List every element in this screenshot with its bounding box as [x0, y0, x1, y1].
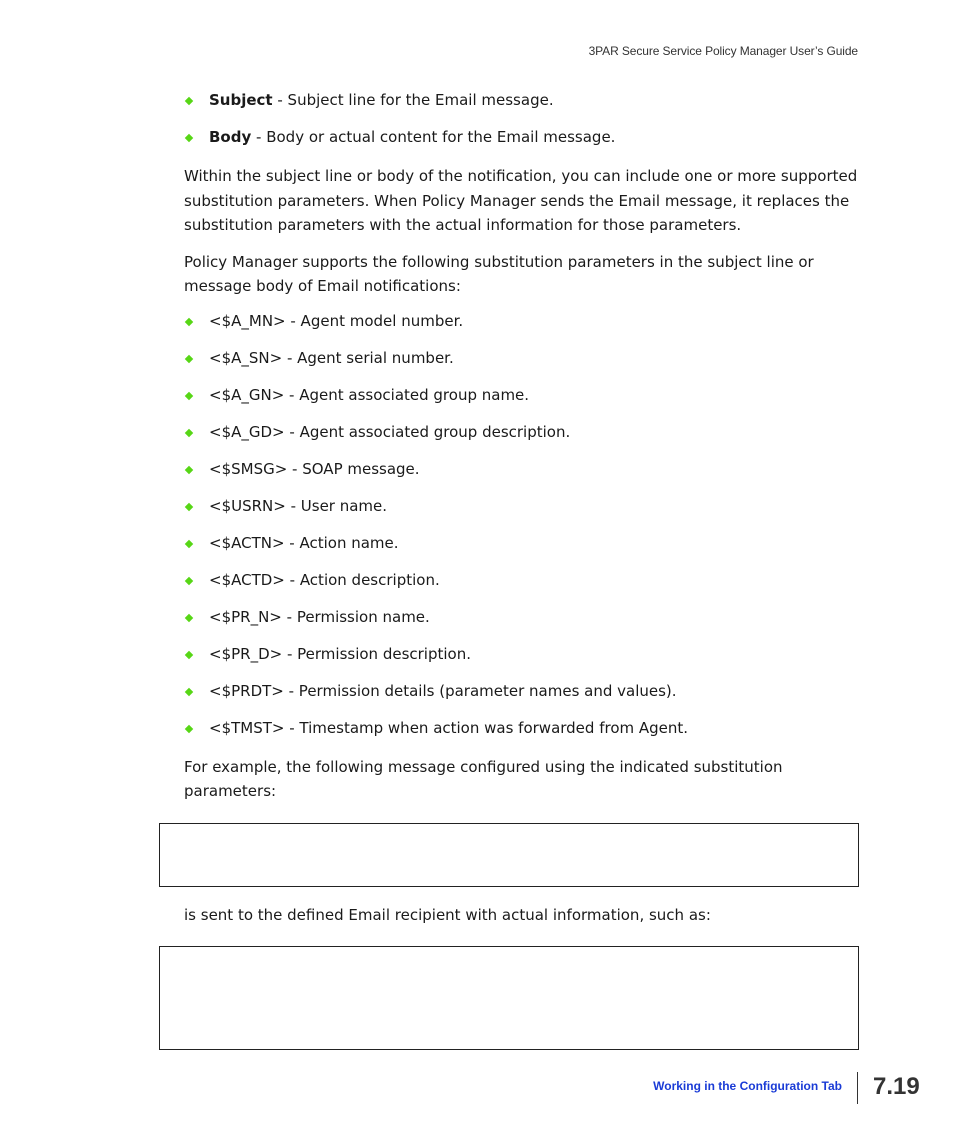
diamond-bullet-icon [185, 354, 193, 362]
param-item [184, 533, 860, 553]
param-text: <$ACTN> - Action name. [209, 533, 399, 552]
paragraph-sent-to: is sent to the defined Email recipient with actual information, such as: [184, 906, 711, 924]
diamond-bullet-icon [185, 317, 193, 325]
param-text: <$USRN> - User name. [209, 496, 388, 515]
diamond-bullet-icon [185, 650, 193, 658]
param-item [184, 385, 860, 405]
bullet-text: - Subject line for the Email message. [272, 91, 554, 109]
param-text: <$SMSG> - SOAP message. [209, 459, 420, 478]
diamond-bullet-icon [185, 724, 193, 732]
diamond-bullet-icon [185, 576, 193, 584]
paragraph-example-intro: For example, the following message configured using the indicated substitution parameters: [184, 757, 783, 800]
param-text: <$PR_D> - Permission description. [209, 644, 471, 663]
param-item [184, 681, 860, 701]
param-text: <$A_GD> - Agent associated group description. [209, 422, 571, 441]
page-content [184, 90, 860, 816]
bullet-text: - Body or actual content for the Email message. [251, 128, 616, 146]
param-text: <$A_MN> - Agent model number. [209, 311, 464, 330]
param-item [184, 644, 860, 664]
diamond-bullet-icon [185, 134, 193, 142]
param-item [184, 570, 860, 590]
diamond-bullet-icon [185, 97, 193, 105]
diamond-bullet-icon [185, 502, 193, 510]
example-message-box [159, 823, 859, 887]
diamond-bullet-icon [185, 428, 193, 436]
diamond-bullet-icon [185, 465, 193, 473]
param-item [184, 422, 860, 442]
param-text: <$A_SN> - Agent serial number. [209, 348, 454, 367]
param-item [184, 718, 860, 738]
param-item [184, 459, 860, 479]
footer-section-title: Working in the Configuration Tab [653, 1079, 842, 1093]
param-item [184, 348, 860, 368]
footer-divider [857, 1072, 858, 1104]
paragraph-substitution-intro: Within the subject line or body of the notification, you can include one or more supported substitution parameters. When Policy Manager sends the Email message, it replaces the substitution parameters with the actual information for those parameters. [184, 167, 858, 234]
param-text: <$PR_N> - Permission name. [209, 607, 430, 626]
param-list [184, 311, 860, 738]
param-item [184, 607, 860, 627]
running-header: 3PAR Secure Service Policy Manager User’s Guide [588, 44, 858, 58]
bullet-term: Subject [209, 91, 273, 109]
param-text: <$PRDT> - Permission details (parameter names and values). [209, 681, 677, 700]
diamond-bullet-icon [185, 391, 193, 399]
diamond-bullet-icon [185, 613, 193, 621]
param-item [184, 311, 860, 331]
diamond-bullet-icon [185, 539, 193, 547]
param-text: <$TMST> - Timestamp when action was forwarded from Agent. [209, 718, 689, 737]
page-number: 7.19 [873, 1073, 920, 1100]
param-item [184, 496, 860, 516]
param-text: <$A_GN> - Agent associated group name. [209, 385, 530, 404]
example-output-box [159, 946, 859, 1050]
paragraph-supported-params: Policy Manager supports the following substitution parameters in the subject line or message body of Email notifications: [184, 252, 814, 295]
bullet-body [184, 127, 860, 147]
diamond-bullet-icon [185, 687, 193, 695]
bullet-term: Body [209, 128, 252, 146]
param-text: <$ACTD> - Action description. [209, 570, 440, 589]
bullet-subject [184, 90, 860, 110]
